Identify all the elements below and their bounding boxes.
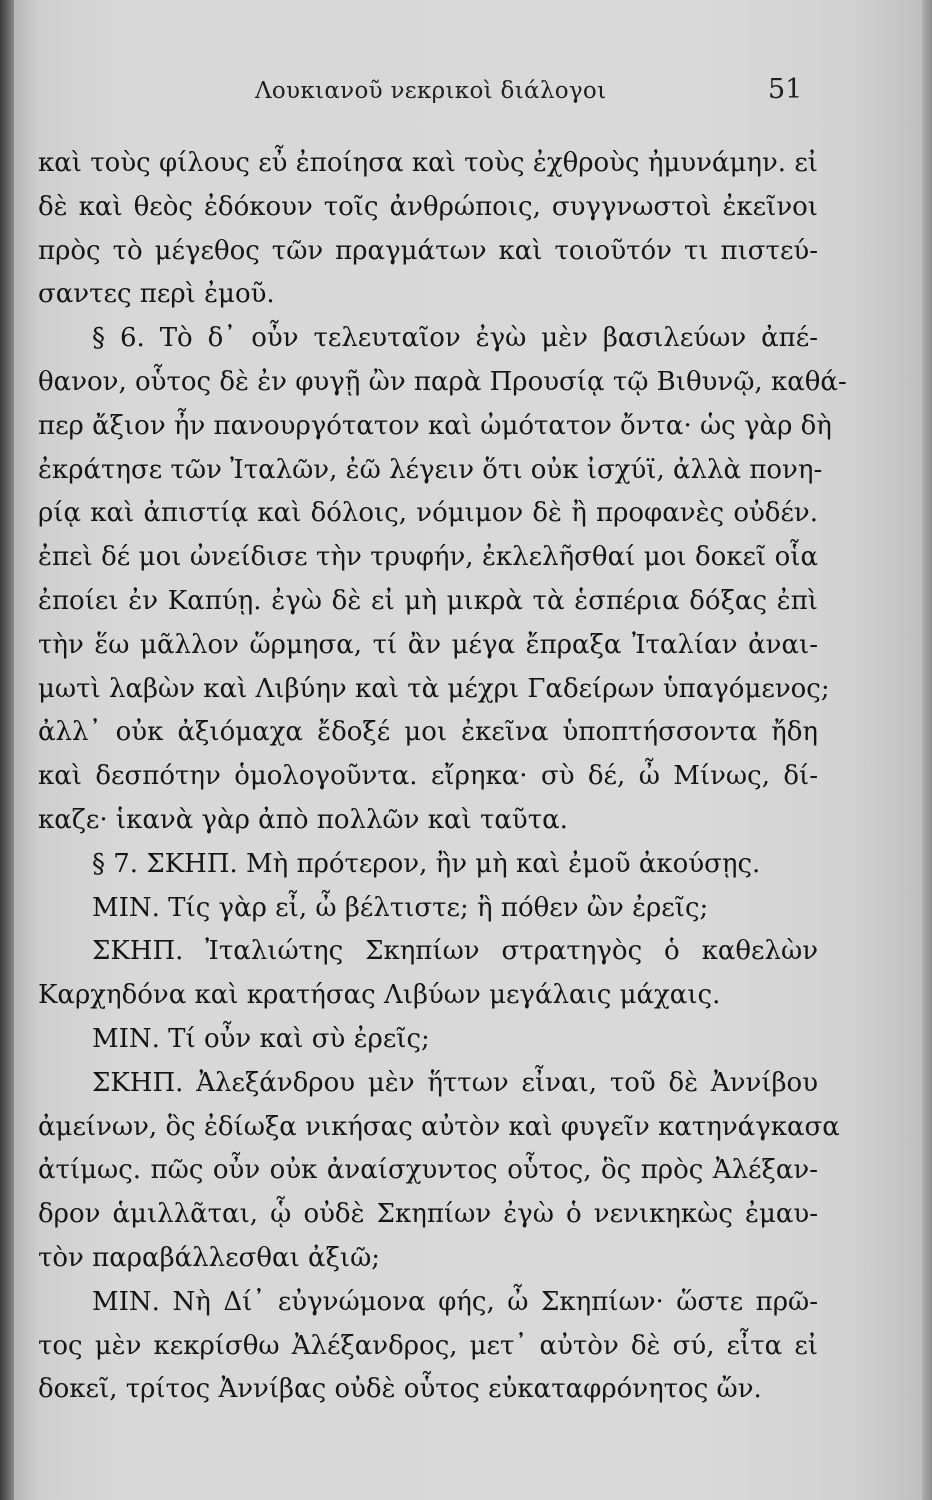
text-line-14: ἀλλ᾽ οὐκ ἀξιόμαχα ἔδοξέ μοι ἐκεῖνα ὑποπτήσσοντα ἤδη [38,717,818,748]
text-line-1: καὶ τοὺς φίλους εὖ ἐποίησα καὶ τοὺς ἐχθροὺς ἠμυνάμην. εἰ [38,148,818,178]
text-line-9: ρίᾳ καὶ ἀπιστίᾳ καὶ δόλοις, νόμιμον δὲ ἢ προφανὲς οὐδέν. [38,498,818,529]
body-text [38,142,847,1412]
text-line-2: δὲ καὶ θεὸς ἐδόκουν τοῖς ἀνθρώποις, συγγνωστοὶ ἐκεῖνοι [38,191,818,222]
page-number: 51 [768,74,803,105]
text-line-24: ἀτίμως. πῶς οὖν οὐκ ἀναίσχυντος οὗτος, ὃς πρὸς Ἀλέξαν- [38,1155,818,1186]
text-line-12: τὴν ἕω μᾶλλον ὥρμησα, τί ἂν μέγα ἔπραξα Ἰταλίαν ἀναι- [38,629,818,660]
text-line-17: § 7. ΣΚΗΠ. Μὴ πρότερον, ἢν μὴ καὶ ἐμοῦ ἀκούσῃς. [92,848,761,879]
text-line-22: ΣΚΗΠ. Ἀλεξάνδρου μὲν ἥττων εἶναι, τοῦ δὲ Ἀννίβου [92,1067,818,1098]
text-line-28: τος μὲν κεκρίσθω Ἀλέξανδρος, μετ᾽ αὐτὸν δὲ σύ, εἶτα εἰ [38,1330,818,1361]
text-line-3: πρὸς τὸ μέγεθος τῶν πραγμάτων καὶ τοιοῦτόν τι πιστεύ- [38,235,818,266]
text-line-23: ἀμείνων, ὃς ἐδίωξα νικήσας αὐτὸν καὶ φυγεῖν κατηνάγκασα [38,1111,840,1142]
text-line-8: ἐκράτησε τῶν Ἰταλῶν, ἐῶ λέγειν ὅτι οὐκ ἰσχύϊ, ἀλλὰ πονη- [38,454,823,485]
text-line-18: ΜΙΝ. Τίς γὰρ εἶ, ὦ βέλτιστε; ἢ πόθεν ὢν ἐρεῖς; [92,892,709,923]
text-line-21: ΜΙΝ. Τί οὖν καὶ σὺ ἐρεῖς; [92,1023,430,1054]
text-line-20: Καρχηδόνα καὶ κρατήσας Λιβύων μεγάλαις μάχαις. [38,980,721,1011]
text-line-6: θανον, οὗτος δὲ ἐν φυγῇ ὢν παρὰ Προυσίᾳ τῷ Βιθυνῷ, καθά- [38,366,847,397]
text-line-10: ἐπεὶ δέ μοι ὠνείδισε τὴν τρυφήν, ἐκλελῆσθαί μοι δοκεῖ οἷα [38,542,818,573]
text-line-5: § 6. Τὸ δ᾽ οὖν τελευταῖον ἐγὼ μὲν βασιλεύων ἀπέ- [92,323,818,354]
text-line-13: μωτὶ λαβὼν καὶ Λιβύην καὶ τὰ μέχρι Γαδείρων ὑπαγόμενος; [38,673,830,704]
text-line-15: καὶ δεσπότην ὁμολογοῦντα. εἴρηκα· σὺ δέ, ὦ Μίνως, δί- [38,761,818,792]
running-title: Λουκιανοῦ νεκρικοὶ διάλογοι [255,78,607,104]
text-line-19: ΣΚΗΠ. Ἰταλιώτης Σκηπίων στρατηγὸς ὁ καθελὼν [92,936,818,967]
text-line-27: ΜΙΝ. Νὴ Δί᾽ εὐγνώμονα φής, ὦ Σκηπίων· ὥστε πρῶ- [92,1286,818,1317]
text-line-4: σαντες περὶ ἐμοῦ. [38,279,275,310]
text-line-7: περ ἄξιον ἦν πανουργότατον καὶ ὠμότατον ὄντα· ὡς γὰρ δὴ [38,410,832,441]
text-line-29: δοκεῖ, τρίτος Ἀννίβας οὐδὲ οὗτος εὐκαταφρόνητος ὤν. [38,1374,762,1405]
text-line-25: δρον ἁμιλλᾶται, ᾧ οὐδὲ Σκηπίων ἐγὼ ὁ νενικηκὼς ἐμαυ- [38,1199,818,1230]
text-line-16: καζε· ἱκανὰ γὰρ ἀπὸ πολλῶν καὶ ταῦτα. [38,804,568,835]
binding-shadow [0,0,14,1500]
text-line-26: τὸν παραβάλλεσθαι ἀξιῶ; [38,1242,381,1273]
page-edge [922,0,932,1500]
text-line-11: ἐποίει ἐν Καπύῃ. ἐγὼ δὲ εἰ μὴ μικρὰ τὰ ἑσπέρια δόξας ἐπὶ [38,585,818,616]
